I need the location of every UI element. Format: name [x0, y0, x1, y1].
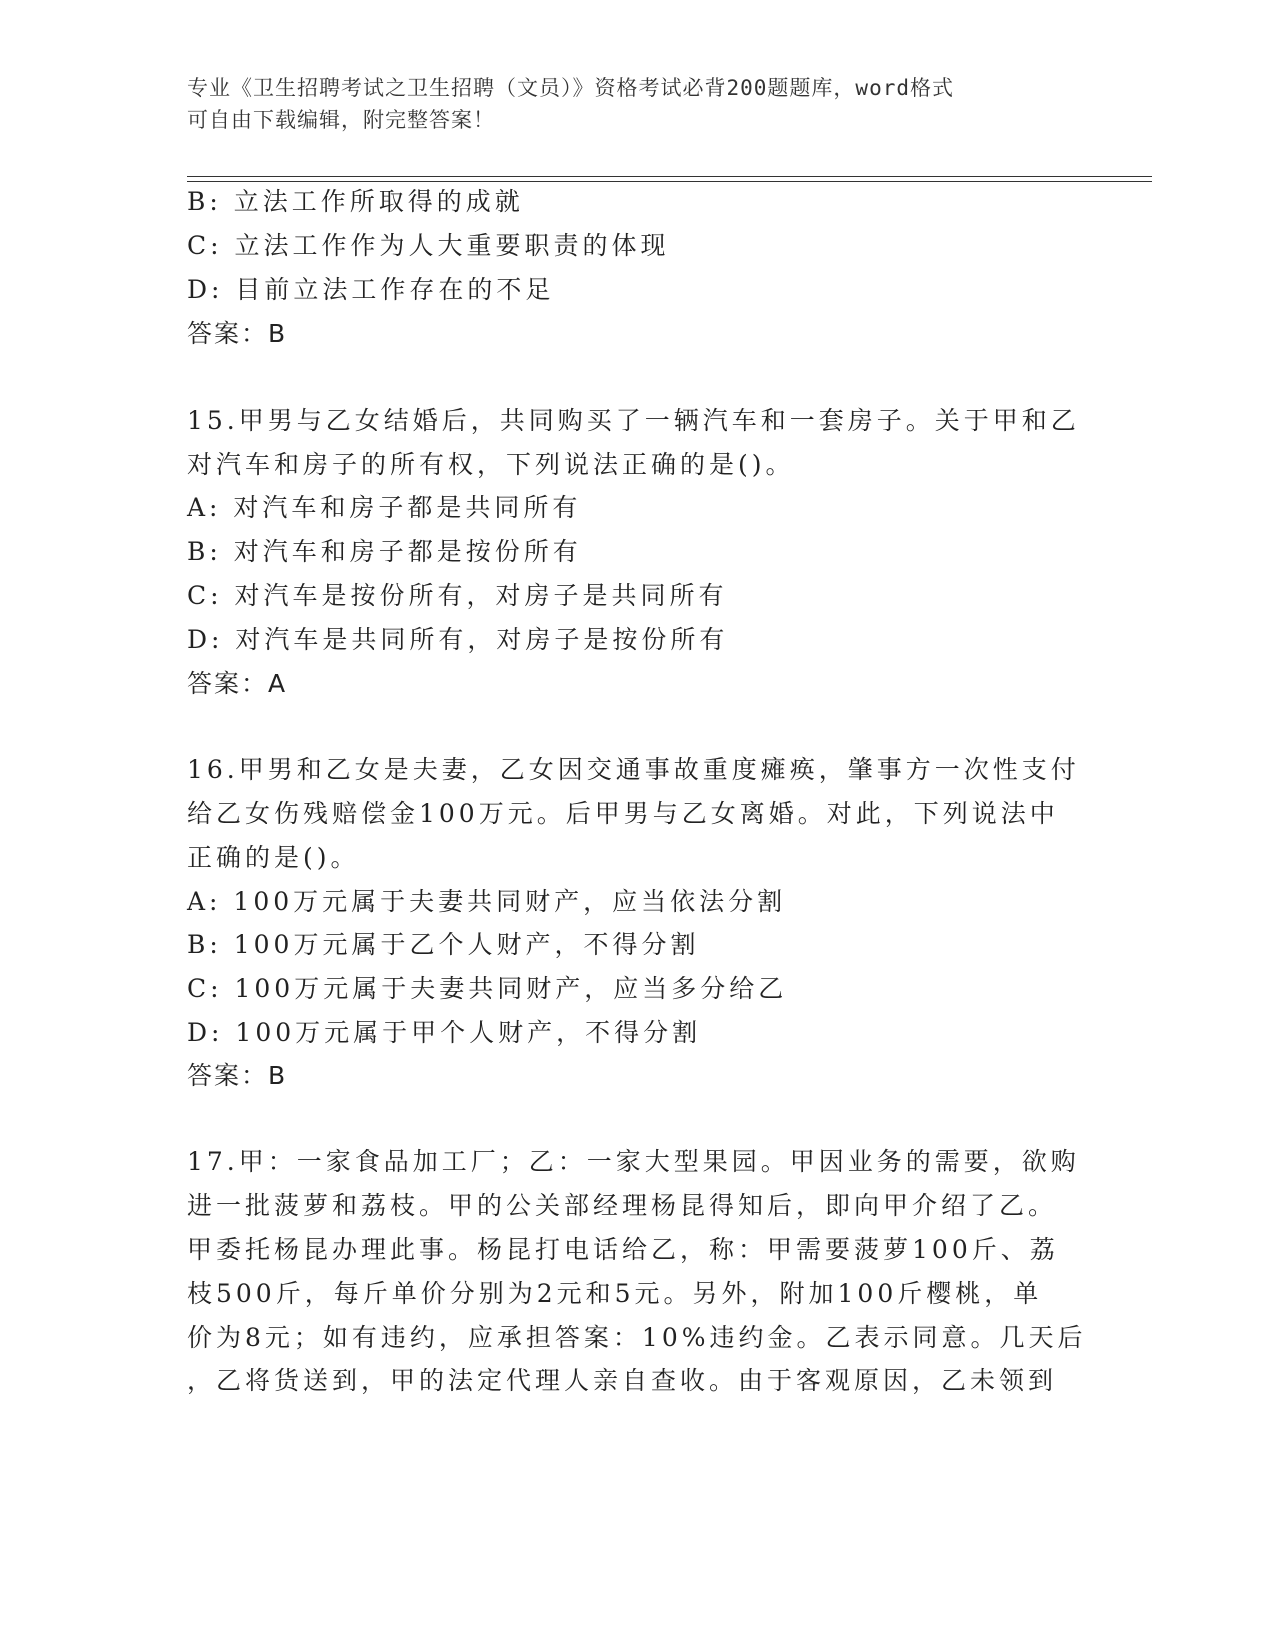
- question-16-option-d: D: 100万元属于甲个人财产，不得分割: [187, 1018, 702, 1047]
- question-16-stem-line-1: 16.甲男和乙女是夫妻，乙女因交通事故重度瘫痪，肇事方一次性支付: [187, 755, 1080, 784]
- question-15-option-d: D: 对汽车是共同所有，对房子是按份所有: [187, 625, 729, 654]
- header-line-2: 可自由下载编辑，附完整答案！: [187, 108, 495, 132]
- option-b: B: 立法工作所取得的成就: [187, 187, 524, 216]
- answer-line: 答案：B: [187, 319, 288, 348]
- question-15-stem-line-2: 对汽车和房子的所有权，下列说法正确的是()。: [187, 450, 795, 479]
- question-16-option-b: B: 100万元属于乙个人财产，不得分割: [187, 930, 700, 959]
- header-rule-top: [187, 176, 1152, 177]
- header-line-1: 专业《卫生招聘考试之卫生招聘（文员）》资格考试必背200题题库，word格式: [187, 76, 954, 100]
- question-17-stem-line-6: ，乙将货送到，甲的法定代理人亲自查收。由于客观原因，乙未领到: [187, 1366, 1058, 1395]
- question-17-stem-line-1: 17.甲：一家食品加工厂；乙：一家大型果园。甲因业务的需要，欲购: [187, 1147, 1080, 1176]
- question-17-stem-line-3: 甲委托杨昆办理此事。杨昆打电话给乙，称：甲需要菠萝100斤、荔: [187, 1235, 1059, 1264]
- question-17-stem-line-2: 进一批菠萝和荔枝。甲的公关部经理杨昆得知后，即向甲介绍了乙。: [187, 1191, 1058, 1220]
- question-16-stem-line-3: 正确的是()。: [187, 843, 360, 872]
- header-rule-bottom: [187, 181, 1152, 182]
- question-15-option-a: A: 对汽车和房子都是共同所有: [187, 493, 582, 522]
- question-15-stem-line-1: 15.甲男与乙女结婚后，共同购买了一辆汽车和一套房子。关于甲和乙: [187, 406, 1080, 435]
- question-16-option-a: A: 100万元属于夫妻共同财产，应当依法分割: [187, 887, 787, 916]
- question-16-answer: 答案：B: [187, 1061, 288, 1090]
- document-header: [187, 72, 1067, 136]
- question-15-answer: 答案：A: [187, 669, 288, 698]
- question-15-option-c: C: 对汽车是按份所有，对房子是共同所有: [187, 581, 728, 610]
- question-17-stem-line-5: 价为8元；如有违约，应承担答案：10%违约金。乙表示同意。几天后: [187, 1323, 1087, 1352]
- option-c: C: 立法工作作为人大重要职责的体现: [187, 231, 670, 260]
- question-17-stem-line-4: 枝500斤，每斤单价分别为2元和5元。另外，附加100斤樱桃，单: [187, 1279, 1043, 1308]
- question-16-stem-line-2: 给乙女伤残赔偿金100万元。后甲男与乙女离婚。对此，下列说法中: [187, 799, 1059, 828]
- question-15-option-b: B: 对汽车和房子都是按份所有: [187, 537, 582, 566]
- question-16-option-c: C: 100万元属于夫妻共同财产，应当多分给乙: [187, 974, 788, 1003]
- option-d: D: 目前立法工作存在的不足: [187, 275, 555, 304]
